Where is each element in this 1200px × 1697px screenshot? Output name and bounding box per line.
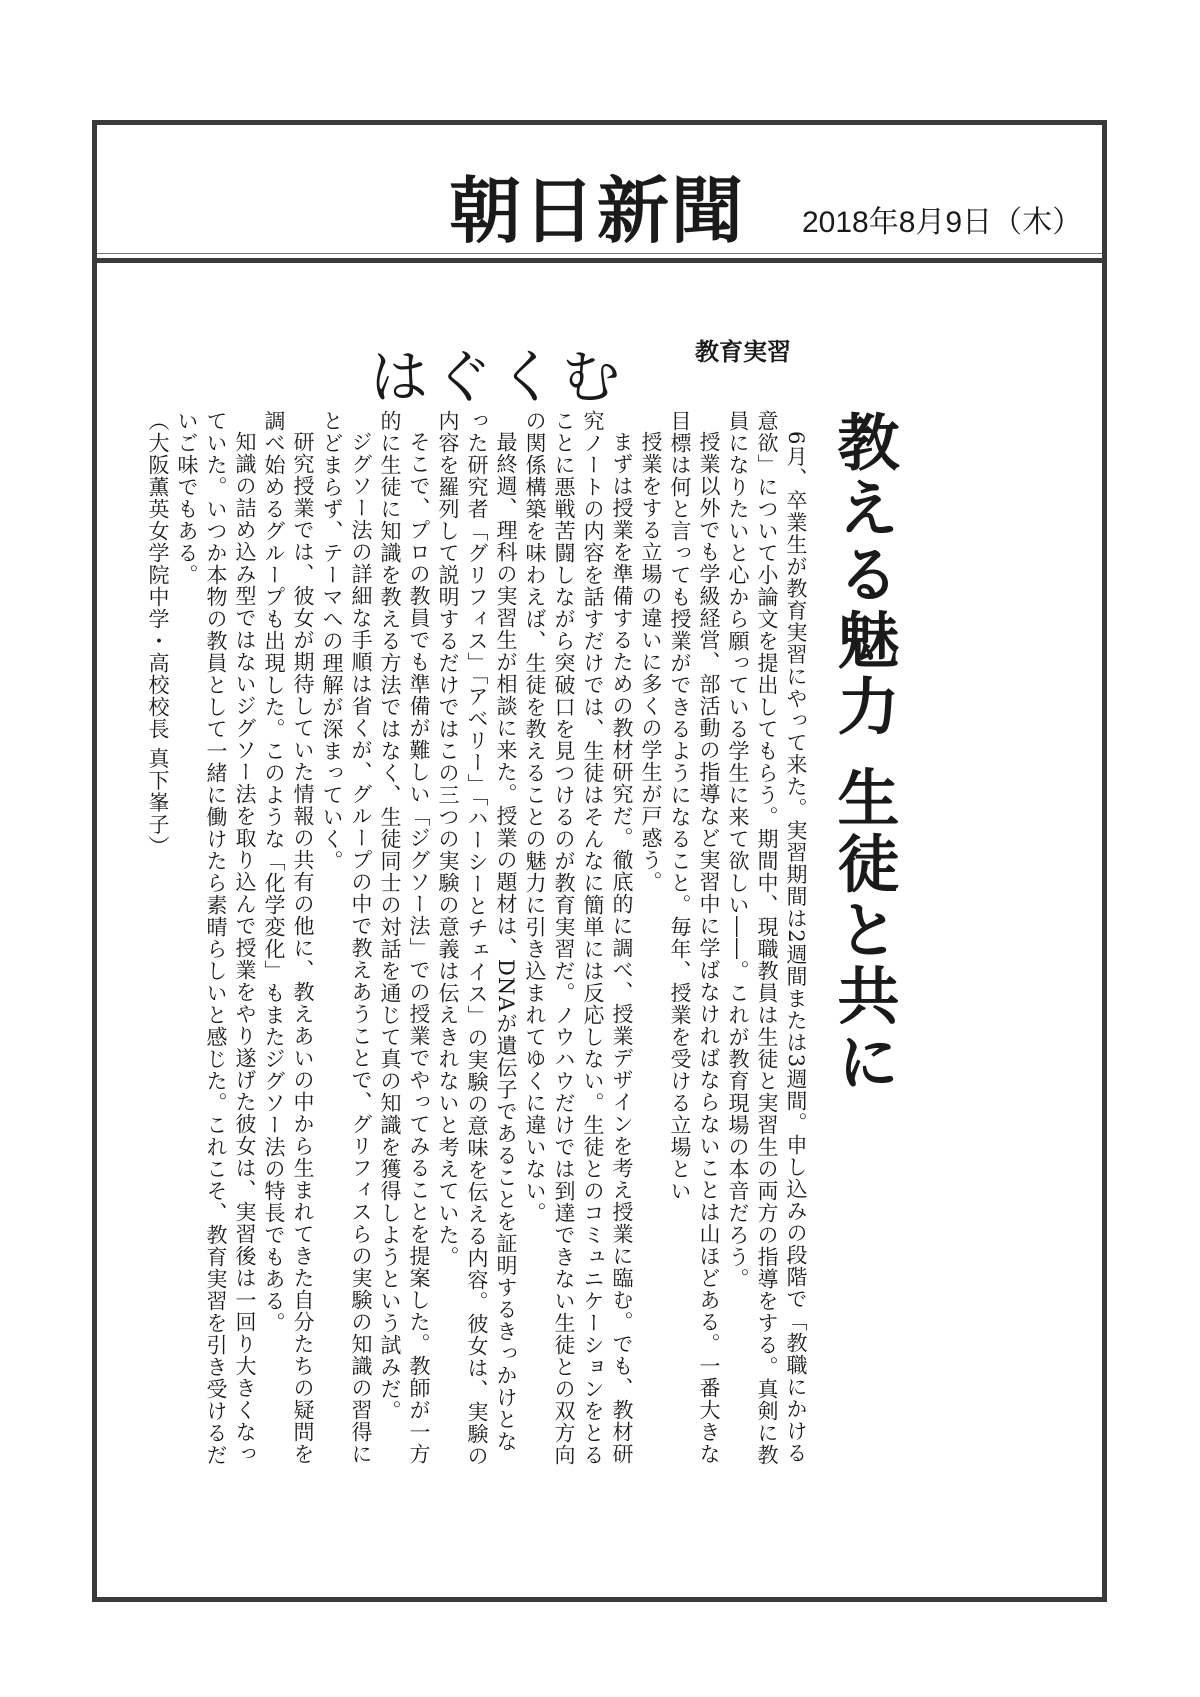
body-paragraph: 授業をする立場の違いに多くの学生が戸惑う。 xyxy=(639,431,663,893)
publication-date: 2018年8月9日（木） xyxy=(802,206,1083,239)
article-headline: 教える魅力 生徒と共に xyxy=(827,410,900,1096)
article-body xyxy=(146,410,810,1470)
column-title: はぐくむ xyxy=(370,343,627,411)
body-paragraph: まずは授業を準備するための教材研究だ。徹底的に調べ、授業デザインを考え授業に臨む。でも、教材研究ノートの内容を話すだけでは、生徒はそんなに簡単には反応しない。生徒とのコミュニケーションをとることに悪戦苦闘しながら突破口を見つけるのが教育実習だ。ノウハウだけでは到達できない生徒との双方向の関係構築を味わえば、生徒を教えることの魅力に引き込まれてゆくに違いない。 xyxy=(523,410,634,1466)
body-paragraph: 研究授業では、彼女が期待していた情報の共有の他に、教えあいの中から生まれてきた自分たちの疑問を調べ始めるグループも出現した。このような「化学変化」もまたジグソー法の特長でもある。 xyxy=(262,410,315,1465)
byline xyxy=(143,410,172,1470)
article-clipping xyxy=(146,310,925,1490)
header-band xyxy=(97,125,1102,263)
body-paragraph: そこで、プロの教員でも準備が難しい「ジグソー法」での授業でやってみることを提案した。教師が一方的に生徒に知識を教える方法ではなく、生徒同士の対話を通じて真の知識を獲得しようという試みだ。 xyxy=(378,410,431,1465)
body-paragraph: 授業以外でも学級経営、部活動の指導など実習中に学ばなければならないことは山ほどある。一番大きな目標は何と言っても授業ができるようになること。毎年、授業を受ける立場とい xyxy=(668,410,721,1465)
newspaper-masthead: 朝日新聞 xyxy=(449,169,746,253)
body-paragraph: ジグソー法の詳細な手順は省くが、グループの中で教えあうことで、グリフィスらの実験の知識の習得にとどまらず、テーマへの理解が深まっていく。 xyxy=(320,410,373,1465)
byline-affiliation: （大阪薫英女学院中学・高校校長 xyxy=(146,410,170,740)
body-paragraph: 6月、卒業生が教育実習にやって来た。実習期間は2週間または3週間。申し込みの段階で「教職にかける意欲」について小論文を提出してもらう。期間中、現職教員は生徒と実習生の両方の指導をする。真剣に教員になりたいと心から願っている学生に来て欲しい――。これが教育現場の本音だろう。 xyxy=(726,410,808,1466)
byline-name: 真下峯子） xyxy=(146,747,170,858)
body-paragraph: 最終週、理科の実習生が相談に来た。授業の題材は、DNAが遺伝子であることを証明するきっかけとなった研究者「グリフィス」「アベリー」「ハーシーとチェイス」の実験の意味を伝える内容。彼女は、実験の内容を羅列して説明するだけではこの三つの実験の意義は伝えきれないと考えていた。 xyxy=(436,410,518,1467)
body-paragraph: 知識の詰め込み型ではないジグソー法を取り込んで授業をやり遂げた彼女は、実習後は一回り大きくなっていた。いつか本物の教員として一緒に働けたら素晴らしいと感じた。これこそ、教育実習を引き受けるだいご味でもある。 xyxy=(175,410,257,1466)
section-label: 教育実習 xyxy=(695,338,791,366)
